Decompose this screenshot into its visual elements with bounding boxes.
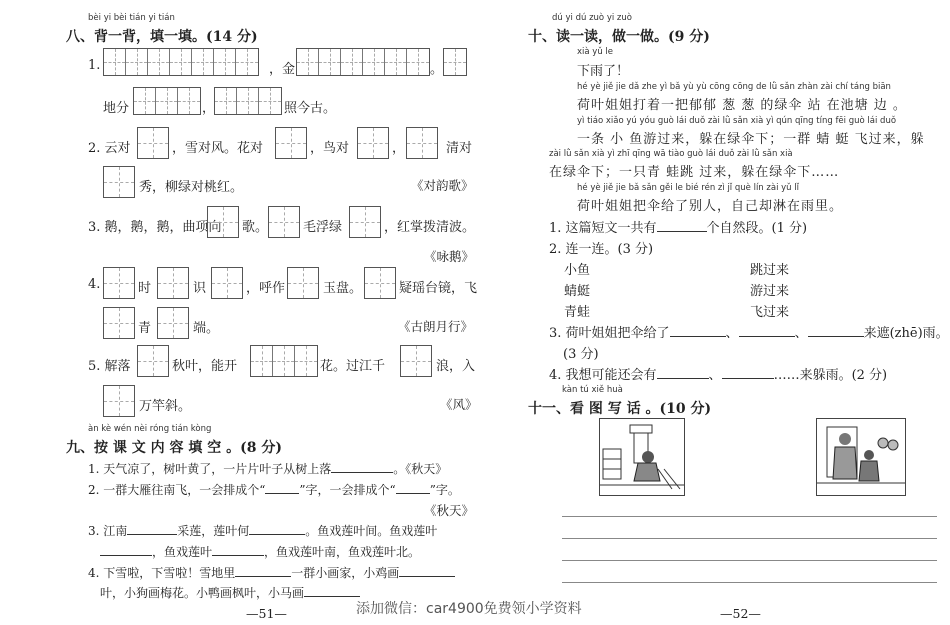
s9-blank-8[interactable] [235, 564, 291, 577]
q3-source: 《咏鹅》 [424, 249, 475, 264]
s10-q3-blank-1[interactable] [670, 324, 726, 337]
para4-pinyin: zài lǜ sǎn xià yì zhī qīng wā tiào guò lái duǒ zài lǜ sǎn xià [549, 149, 793, 159]
q1-cells-a[interactable] [103, 48, 259, 76]
s10-q3: 3. 荷叶姐姐把伞给了 、 、 来遮(zhē)雨。 [549, 326, 949, 341]
q4-text-g: 青 [138, 321, 152, 336]
q2-text-a: 2. 云对 [88, 141, 131, 156]
section11-title: 十一、看 图 写 话 。(10 分) [528, 401, 712, 417]
s9-blank-7[interactable] [212, 543, 264, 556]
q5-text-a: 5. 解落 [88, 359, 131, 374]
section9-pinyin: àn kè wén nèi róng tián kòng [88, 424, 212, 434]
q5-cell-1[interactable] [137, 345, 169, 377]
s9-line2: 2. 一群大雁往南飞，一会排成个“ ”字，一会排成个“ ”字。 [88, 483, 460, 497]
section10-pinyin: dú yi dú zuò yi zuò [552, 13, 632, 23]
q2-cell-4[interactable] [406, 127, 438, 159]
picture-2 [816, 418, 906, 496]
s10-q3-blank-2[interactable] [739, 324, 795, 337]
q4-text-h: 端。 [193, 321, 220, 336]
picture-1-drawing [600, 419, 684, 495]
q2-text-d: ， [392, 141, 406, 156]
section10-title: 十、读一读，做一做。(9 分) [528, 29, 710, 45]
s10-q4-blank-2[interactable] [722, 366, 774, 379]
s9-line1: 1. 天气凉了，树叶黄了，一片片叶子从树上落 。《秋天》 [88, 462, 448, 476]
q4-cell-1[interactable] [103, 267, 135, 299]
q3-cell-2[interactable] [268, 206, 300, 238]
writing-line-4[interactable] [562, 582, 937, 583]
q1-text-e: ， [202, 101, 216, 116]
picture-2-drawing [817, 419, 905, 495]
q2-text-f: 秀，柳绿对桃红。 [139, 180, 244, 195]
para3-pinyin: yì tiáo xiǎo yú yóu guò lái duǒ zài lǜ sǎn xià yì qún qīng tíng fēi guò lái duǒ [577, 116, 897, 126]
q2-text-b: ，雪对风。花对 [172, 141, 264, 156]
match-left-2[interactable]: 蜻蜓 [564, 284, 591, 299]
s9-line4b: 叶，小狗画梅花。小鸭画枫叶，小马画 [100, 584, 360, 601]
q4-cell-3[interactable] [211, 267, 243, 299]
para2-text: 荷叶姐姐打着一把郁郁 葱 葱 的绿伞 站 在池塘 边 。 [577, 98, 907, 113]
q5-cell-3[interactable] [400, 345, 432, 377]
q4-number: 4. [88, 277, 101, 292]
s9-blank-1[interactable] [331, 460, 393, 473]
section8-title: 八、背一背，填一填。(14 分) [66, 29, 258, 45]
q4-cell-2[interactable] [157, 267, 189, 299]
q2-text-e: 清对 [446, 141, 473, 156]
s9-blank-6[interactable] [100, 543, 152, 556]
q4-source: 《古朗月行》 [398, 319, 474, 334]
para5-text: 荷叶姐姐把伞给了别人，自己却淋在雨里。 [577, 199, 844, 214]
q2-cell-2[interactable] [275, 127, 307, 159]
q5-cells-2[interactable] [250, 345, 318, 377]
q1-cells-d[interactable] [133, 87, 201, 115]
q4-text-d: ，呼作 [246, 281, 286, 296]
q5-source: 《风》 [440, 397, 478, 412]
q3-text-d: ，红掌拨清波。 [384, 220, 476, 235]
q2-text-c: ，鸟对 [310, 141, 350, 156]
s10-q3-score: (3 分) [563, 347, 599, 362]
q3-cell-3[interactable] [349, 206, 381, 238]
s9-line4: 4. 下雪啦，下雪啦！雪地里 一群小画家，小鸡画 [88, 564, 455, 581]
s10-q4-blank-1[interactable] [657, 366, 709, 379]
s10-q1-blank[interactable] [657, 219, 707, 232]
q5-text-b: 秋叶，能开 [172, 359, 238, 374]
para3-text: 一条 小 鱼游过来，躲在绿伞下；一群 蜻 蜓 飞过来，躲 [577, 132, 925, 147]
q1-text-d: 地分 [103, 101, 130, 116]
q2-source: 《对韵歌》 [411, 178, 474, 193]
para5-pinyin: hé yè jiě jie bǎ sǎn gěi le bié rén zì jǐ què lín zài yǔ lǐ [577, 183, 799, 193]
q5-text-d: 浪，入 [436, 359, 476, 374]
match-right-3[interactable]: 飞过来 [750, 305, 790, 320]
section8-pinyin: bèi yi bèi tián yi tián [88, 13, 175, 23]
q4-text-e: 玉盘。 [323, 281, 363, 296]
q3-text-b: 歌。 [242, 220, 269, 235]
q2-cell-1[interactable] [137, 127, 169, 159]
writing-line-2[interactable] [562, 538, 937, 539]
q1-text-f: 照今古。 [284, 101, 337, 116]
q4-cell-4[interactable] [287, 267, 319, 299]
picture-1 [599, 418, 685, 496]
s9-blank-3[interactable] [396, 481, 430, 494]
s9-blank-9[interactable] [399, 564, 455, 577]
q4-text-b: 时 [138, 281, 152, 296]
s9-blank-4[interactable] [127, 522, 177, 535]
match-left-1[interactable]: 小鱼 [564, 263, 591, 278]
q1-text-c: 。 [430, 62, 444, 77]
q3-text-c: 毛浮绿 [303, 220, 343, 235]
q4-cell-5[interactable] [364, 267, 396, 299]
q5-text-c: 花。过江千 [320, 359, 386, 374]
s10-q4: 4. 我想可能还会有 、 ……来躲雨。(2 分) [549, 368, 888, 383]
para1-pinyin: xià yǔ le [577, 47, 614, 57]
s9-line3b: ，鱼戏莲叶 ，鱼戏莲叶南，鱼戏莲叶北。 [100, 543, 420, 560]
para2-pinyin: hé yè jiě jie dǎ zhe yì bǎ yù yù cōng cōng de lǜ sǎn zhàn zài chí táng biān [577, 82, 891, 92]
s10-q3-blank-3[interactable] [808, 324, 864, 337]
left-page-number: —51— [246, 606, 287, 621]
match-left-3[interactable]: 青蛙 [564, 305, 591, 320]
q4-cell-6[interactable] [103, 307, 135, 339]
section9-title: 九、按 课 文 内 容 填 空 。(8 分) [66, 440, 282, 456]
match-right-1[interactable]: 跳过来 [750, 263, 790, 278]
writing-line-1[interactable] [562, 516, 937, 517]
right-page-number: —52— [720, 606, 761, 621]
q5-cell-4[interactable] [103, 385, 135, 417]
q1-number: 1. [88, 58, 101, 73]
s9-blank-2[interactable] [265, 481, 299, 494]
match-right-2[interactable]: 游过来 [750, 284, 790, 299]
q2-cell-3[interactable] [357, 127, 389, 159]
s9-blank-5[interactable] [249, 522, 305, 535]
q4-cell-7[interactable] [157, 307, 189, 339]
writing-line-3[interactable] [562, 560, 937, 561]
s9-line3: 3. 江南 采莲，莲叶何 。鱼戏莲叶间。鱼戏莲叶 [88, 524, 438, 538]
q1-cells-c[interactable] [443, 48, 467, 76]
section11-pinyin: kàn tú xiě huà [562, 385, 623, 395]
q3-text-a: 3. 鹅，鹅，鹅，曲项向 [88, 220, 222, 235]
s10-q1: 1. 这篇短文一共有 个自然段。(1 分) [549, 221, 808, 236]
q4-text-c: 识 [193, 281, 207, 296]
q2-cell-5[interactable] [103, 166, 135, 198]
q1-cells-e[interactable] [214, 87, 282, 115]
q1-cells-b[interactable] [296, 48, 430, 76]
s9-line2-source: 《秋天》 [424, 503, 475, 518]
s10-q2: 2. 连一连。(3 分) [549, 242, 654, 257]
para4-text: 在绿伞下；一只青 蛙跳 过来，躲在绿伞下…… [549, 165, 840, 180]
q1-text-b: ，金 [269, 62, 296, 77]
q5-text-e: 万竿斜。 [139, 399, 192, 414]
q3-cell-1[interactable] [207, 206, 239, 238]
watermark-text: 添加微信：car4900免费领小学资料 [356, 601, 582, 617]
para1-text: 下雨了！ [577, 64, 630, 79]
q4-text-f: 疑瑶台镜，飞 [399, 281, 478, 296]
s9-blank-10[interactable] [304, 584, 360, 597]
